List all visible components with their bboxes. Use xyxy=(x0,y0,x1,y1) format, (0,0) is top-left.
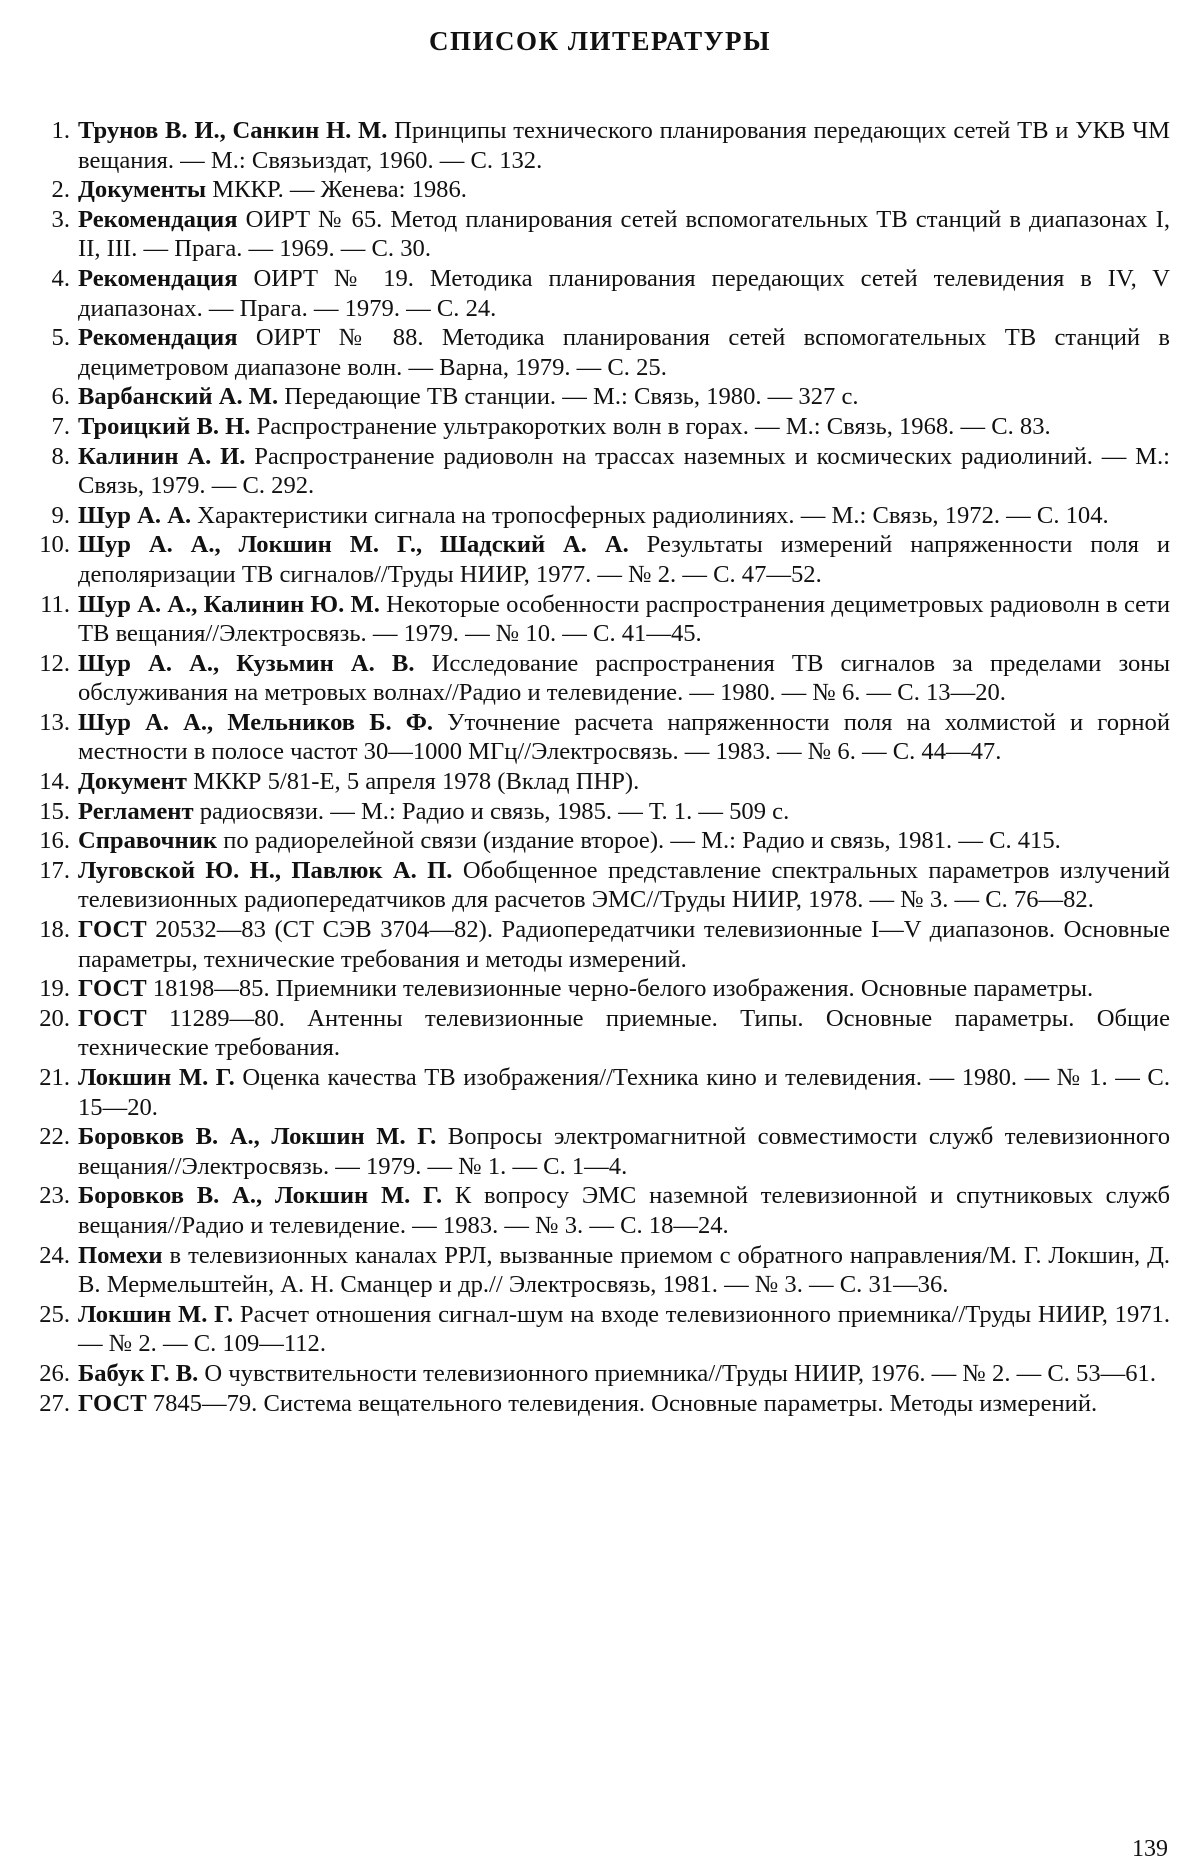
reference-text: 11289—80. Антенны телевизионные приемные. Типы. Основные параметры. Общие технические требования. xyxy=(78,1004,1170,1062)
reference-item xyxy=(30,1389,1170,1419)
reference-body xyxy=(78,1181,1170,1240)
reference-text: Исследование распространения ТВ сигналов за пределами зоны обслуживания на метровых волнах//Радио и телевидение. — 1980. — № 6. — С. 13—20. xyxy=(78,649,1171,707)
reference-item xyxy=(30,767,1170,797)
reference-author: Шур А. А., Кузьмин А. В. xyxy=(78,649,415,677)
reference-body xyxy=(78,382,1170,412)
reference-number: 13. xyxy=(39,708,70,736)
reference-text: по радиорелейной связи (издание второе). — М.: Радио и связь, 1981. — С. 415. xyxy=(217,827,1061,855)
reference-text: 18198—85. Приемники телевизионные черно-белого изображения. Основные параметры. xyxy=(146,975,1094,1003)
reference-body xyxy=(78,264,1170,323)
reference-text: О чувствительности телевизионного приемника//Труды НИИР, 1976. — № 2. — С. 53—61. xyxy=(198,1359,1156,1387)
reference-body xyxy=(78,767,1170,797)
reference-text: Некоторые особенности распространения дециметровых радиоволн в сети ТВ вещания//Электросвязь. — 1979. — № 10. — С. 41—45. xyxy=(78,590,1170,648)
reference-number: 25. xyxy=(39,1300,70,1328)
reference-item xyxy=(30,1300,1170,1359)
reference-item xyxy=(30,1063,1170,1122)
reference-text: ОИРТ № 88. Методика планирования сетей вспомогательных ТВ станций в дециметровом диапазоне волн. — Варна, 1979. — С. 25. xyxy=(78,324,1170,381)
reference-item xyxy=(30,856,1170,915)
reference-author: Рекомендация xyxy=(78,205,238,233)
reference-item xyxy=(30,974,1170,1004)
reference-body xyxy=(78,1359,1170,1389)
reference-item xyxy=(30,382,1170,412)
reference-number: 17. xyxy=(39,856,70,884)
reference-body xyxy=(78,856,1170,915)
reference-author: Луговской Ю. Н., Павлюк А. П. xyxy=(78,856,453,884)
reference-body xyxy=(78,1063,1170,1122)
reference-item xyxy=(30,590,1170,649)
reference-body xyxy=(78,412,1170,442)
reference-author: Варбанский А. М. xyxy=(78,383,279,411)
reference-item xyxy=(30,175,1170,205)
reference-number: 15. xyxy=(39,797,70,825)
reference-text: Передающие ТВ станции. — М.: Связь, 1980. — 327 с. xyxy=(278,383,859,411)
reference-number: 11. xyxy=(40,590,70,618)
reference-body xyxy=(78,323,1170,382)
reference-text: Вопросы электромагнитной совместимости служб телевизионного вещания//Электросвязь. — 1979. — № 1. — С. 1—4. xyxy=(78,1123,1170,1180)
reference-item xyxy=(30,501,1170,531)
reference-number: 5. xyxy=(51,324,70,352)
reference-number: 27. xyxy=(39,1389,70,1417)
reference-body xyxy=(78,205,1170,264)
reference-author: Боровков В. А., Локшин М. Г. xyxy=(78,1182,443,1210)
reference-text: Уточнение расчета напряженности поля на холмистой и горной местности в полосе частот 30—1000 МГц//Электросвязь. — 1983. — № 6. — С. 44—47. xyxy=(78,708,1170,766)
reference-number: 7. xyxy=(51,412,70,440)
reference-author: Бабук Г. В. xyxy=(78,1359,199,1387)
reference-author: ГОСТ xyxy=(78,916,147,944)
reference-author: Троицкий В. Н. xyxy=(78,412,251,440)
reference-number: 12. xyxy=(39,649,70,677)
reference-body xyxy=(78,915,1170,974)
reference-number: 22. xyxy=(39,1123,70,1151)
reference-author: Шур А. А., Локшин М. Г., Шадский А. А. xyxy=(78,531,629,559)
reference-author: Шур А. А., Калинин Ю. М. xyxy=(78,590,380,618)
reference-item xyxy=(30,442,1170,501)
reference-number: 26. xyxy=(39,1359,70,1387)
reference-text: 20532—83 (СТ СЭВ 3704—82). Радиопередатчики телевизионные I—V диапазонов. Основные параметры, технические требования и методы измерений. xyxy=(78,916,1170,973)
reference-number: 10. xyxy=(39,531,70,559)
reference-text: Расчет отношения сигнал-шум на входе телевизионного приемника//Труды НИИР, 1971. — № 2. — С. 109—112. xyxy=(78,1300,1170,1358)
reference-author: ГОСТ xyxy=(78,975,147,1003)
reference-item xyxy=(30,1359,1170,1389)
reference-text: Принципы технического планирования передающих сетей ТВ и УКВ ЧМ вещания. — М.: Связьиздат, 1960. — С. 132. xyxy=(78,117,1170,174)
reference-item xyxy=(30,530,1170,589)
reference-item xyxy=(30,323,1170,382)
reference-text: 7845—79. Система вещательного телевидения. Основные параметры. Методы измерений. xyxy=(146,1389,1098,1417)
reference-body xyxy=(78,974,1170,1004)
reference-author: Документы xyxy=(78,176,207,204)
reference-body xyxy=(78,590,1170,649)
reference-author: Документ xyxy=(78,768,187,796)
reference-text: МККР. — Женева: 1986. xyxy=(206,176,467,204)
reference-body xyxy=(78,649,1170,708)
reference-number: 20. xyxy=(39,1004,70,1032)
reference-text: Оценка качества ТВ изображения//Техника кино и телевидения. — 1980. — № 1. — С. 15—20. xyxy=(78,1064,1170,1121)
reference-author: Рекомендация xyxy=(78,264,238,292)
reference-text: Обобщенное представление спектральных параметров излучений телевизионных радиопередатчиков для расчетов ЭМС//Труды НИИР, 1978. — № 3. — С. 76—82. xyxy=(78,856,1171,914)
reference-number: 23. xyxy=(39,1182,70,1210)
reference-body xyxy=(78,1389,1170,1419)
reference-number: 16. xyxy=(39,827,70,855)
reference-number: 24. xyxy=(39,1241,70,1269)
reference-text: в телевизионных каналах РРЛ, вызванные приемом с обратного направления/М. Г. Локшин, Д. В. Мермельштейн, А. Н. Сманцер и др.// Электросвязь, 1981. — № 3. — С. 31—36. xyxy=(78,1241,1170,1299)
reference-author: Регламент xyxy=(78,797,194,825)
reference-item xyxy=(30,1181,1170,1240)
reference-author: Шур А. А. xyxy=(78,501,192,529)
reference-author: Рекомендация xyxy=(78,324,238,352)
page-number: 139 xyxy=(1132,1836,1168,1862)
reference-body xyxy=(78,1241,1170,1300)
reference-text: ОИРТ № 65. Метод планирования сетей вспомогательных ТВ станций в диапазонах I, II, III. — Прага. — 1969. — С. 30. xyxy=(78,205,1170,263)
reference-number: 1. xyxy=(51,117,70,144)
reference-number: 18. xyxy=(39,916,70,944)
reference-author: Локшин М. Г. xyxy=(78,1064,235,1091)
reference-body xyxy=(78,175,1170,205)
reference-number: 6. xyxy=(51,383,70,411)
reference-text: МККР 5/81-Е, 5 апреля 1978 (Вклад ПНР). xyxy=(186,768,640,796)
reference-body xyxy=(78,797,1170,827)
reference-item xyxy=(30,915,1170,974)
reference-text: Распространение ультракоротких волн в горах. — М.: Связь, 1968. — С. 83. xyxy=(250,412,1051,440)
reference-body xyxy=(78,1300,1170,1359)
reference-body xyxy=(78,826,1170,856)
reference-author: ГОСТ xyxy=(78,1004,147,1032)
reference-body xyxy=(78,708,1170,767)
reference-item xyxy=(30,1241,1170,1300)
reference-number: 3. xyxy=(51,205,70,233)
reference-author: Боровков В. А., Локшин М. Г. xyxy=(78,1123,437,1151)
reference-list xyxy=(30,116,1170,1418)
reference-body xyxy=(78,442,1170,501)
reference-author: ГОСТ xyxy=(78,1389,147,1417)
reference-item xyxy=(30,797,1170,827)
reference-number: 2. xyxy=(51,176,70,204)
reference-item xyxy=(30,1122,1170,1181)
reference-number: 19. xyxy=(39,975,70,1003)
reference-item xyxy=(30,649,1170,708)
reference-author: Локшин М. Г. xyxy=(78,1300,234,1328)
reference-item xyxy=(30,708,1170,767)
reference-author: Шур А. А., Мельников Б. Ф. xyxy=(78,708,433,736)
reference-author: Калинин А. И. xyxy=(78,442,246,470)
reference-body xyxy=(78,116,1170,175)
reference-author: Справочник xyxy=(78,827,218,855)
reference-number: 4. xyxy=(51,264,70,292)
reference-text: Характеристики сигнала на тропосферных радиолиниях. — М.: Связь, 1972. — С. 104. xyxy=(191,501,1109,529)
reference-number: 14. xyxy=(39,768,70,796)
reference-text: Результаты измерений напряженности поля и деполяризации ТВ сигналов//Труды НИИР, 1977. — № 2. — С. 47—52. xyxy=(78,531,1170,588)
reference-number: 8. xyxy=(51,442,70,470)
reference-text: радиосвязи. — М.: Радио и связь, 1985. — Т. 1. — 509 с. xyxy=(193,797,790,825)
page-title: СПИСОК ЛИТЕРАТУРЫ xyxy=(429,26,771,56)
reference-body xyxy=(78,1004,1170,1063)
reference-number: 21. xyxy=(39,1064,70,1091)
reference-item xyxy=(30,1004,1170,1063)
reference-author: Помехи xyxy=(78,1241,163,1269)
reference-item xyxy=(30,826,1170,856)
reference-item xyxy=(30,116,1170,175)
reference-item xyxy=(30,205,1170,264)
reference-author: Трунов В. И., Санкин Н. М. xyxy=(78,117,388,144)
reference-text: ОИРТ № 19. Методика планирования передающих сетей телевидения в IV, V диапазонах. — Прага. — 1979. — С. 24. xyxy=(78,264,1170,322)
reference-item xyxy=(30,264,1170,323)
reference-text: К вопросу ЭМС наземной телевизионной и спутниковых служб вещания//Радио и телевидение. — 1983. — № 3. — С. 18—24. xyxy=(78,1182,1171,1239)
reference-number: 9. xyxy=(51,501,70,529)
reference-text: Распространение радиоволн на трассах наземных и космических радиолиний. — М.: Связь, 1979. — С. 292. xyxy=(78,442,1170,500)
reference-item xyxy=(30,412,1170,442)
reference-body xyxy=(78,1122,1170,1181)
reference-body xyxy=(78,530,1170,589)
reference-body xyxy=(78,501,1170,531)
